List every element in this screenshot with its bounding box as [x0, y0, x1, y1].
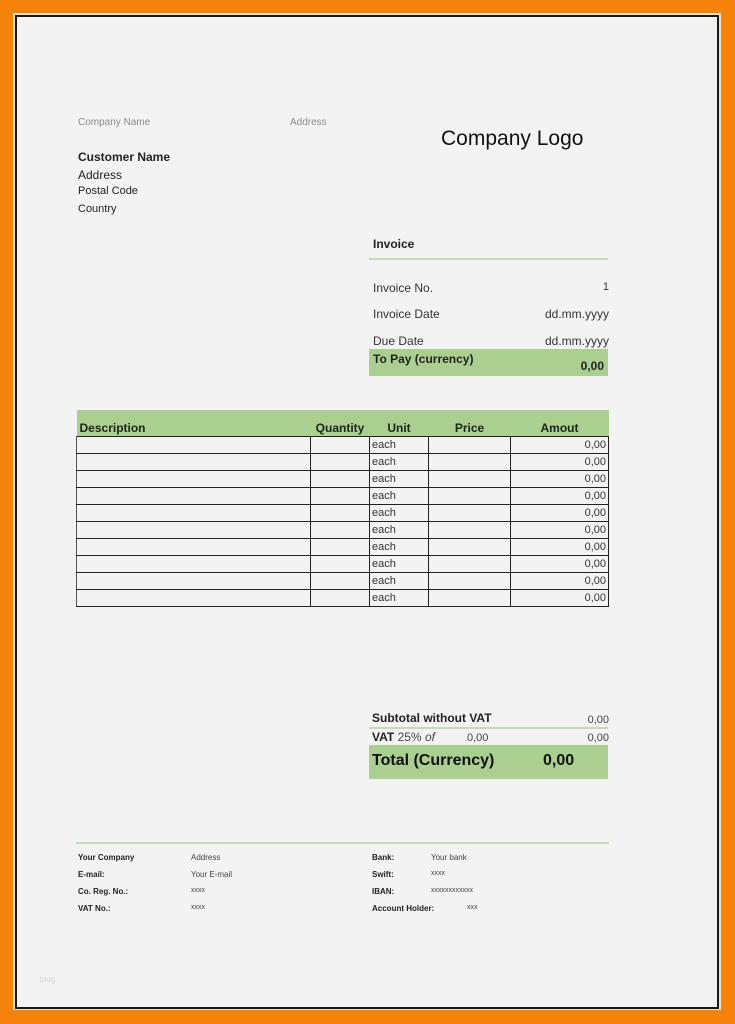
price-cell[interactable]: [429, 590, 511, 607]
vat-value: 0,00: [587, 732, 609, 744]
unit-cell[interactable]: each: [370, 556, 429, 573]
footer-email-value: Your E-mail: [191, 870, 233, 879]
footer-swift-value: xxxx: [431, 870, 445, 877]
invoice-page: [15, 15, 719, 1009]
footer-divider: [76, 842, 609, 844]
customer-name: Customer Name: [78, 150, 171, 164]
amount-cell: 0,00: [511, 454, 609, 471]
due-date-value: dd.mm.yyyy: [544, 334, 609, 348]
company-name: Company Name: [78, 117, 151, 128]
footer-swift-label: Swift:: [372, 870, 394, 879]
table-row: [77, 437, 609, 454]
col-price: Price: [429, 410, 511, 437]
amount-cell: 0,00: [511, 522, 609, 539]
table-row: [77, 522, 609, 539]
price-cell[interactable]: [429, 454, 511, 471]
description-cell[interactable]: [77, 471, 311, 488]
quantity-cell[interactable]: [311, 454, 370, 471]
quantity-cell[interactable]: [311, 522, 370, 539]
invoice-date-value: dd.mm.yyyy: [544, 307, 609, 321]
total-value: 0,00: [543, 752, 575, 769]
quantity-cell[interactable]: [311, 590, 370, 607]
unit-cell[interactable]: each: [370, 522, 429, 539]
col-amount: Amout: [511, 410, 609, 437]
quantity-cell[interactable]: [311, 556, 370, 573]
unit-cell[interactable]: each: [370, 454, 429, 471]
customer-country: Country: [78, 203, 117, 215]
subtotal-divider: [369, 727, 608, 729]
col-unit: Unit: [370, 410, 429, 437]
price-cell[interactable]: [429, 539, 511, 556]
price-cell[interactable]: [429, 522, 511, 539]
quantity-cell[interactable]: [311, 471, 370, 488]
footer-coreg-value: xxxx: [191, 887, 205, 894]
footer-account-holder-label: Account Holder:: [372, 904, 435, 913]
footer-iban-value: xxxxxxxxxxxx: [431, 887, 473, 894]
vat-line: [372, 730, 435, 744]
footer-email-label: E-mail:: [78, 870, 105, 879]
vat-base: 0,00: [467, 732, 489, 744]
invoice-title-divider: [369, 258, 608, 260]
price-cell[interactable]: [429, 573, 511, 590]
footer-account-holder-value: xxx: [467, 904, 478, 911]
footer-bank-label: Bank:: [372, 853, 395, 862]
vat-of: of: [424, 730, 435, 744]
company-address: Address: [290, 117, 327, 128]
description-cell[interactable]: [77, 573, 311, 590]
to-pay-label: To Pay (currency): [373, 352, 474, 366]
amount-cell: 0,00: [511, 505, 609, 522]
table-row: [77, 573, 609, 590]
amount-cell: 0,00: [511, 471, 609, 488]
price-cell[interactable]: [429, 471, 511, 488]
invoice-no-label: Invoice No.: [373, 281, 434, 295]
description-cell[interactable]: [77, 522, 311, 539]
table-row: [77, 590, 609, 607]
quantity-cell[interactable]: [311, 573, 370, 590]
subtotal-value: 0,00: [587, 714, 609, 726]
to-pay-value: 0,00: [580, 359, 604, 373]
price-cell[interactable]: [429, 437, 511, 454]
footer-company-label: Your Company: [78, 853, 135, 862]
amount-cell: 0,00: [511, 590, 609, 607]
customer-address: Address: [78, 168, 123, 182]
total-label: Total (Currency): [372, 752, 495, 769]
description-cell[interactable]: [77, 590, 311, 607]
items-table-header: [77, 410, 609, 437]
due-date-label: Due Date: [373, 334, 424, 348]
price-cell[interactable]: [429, 505, 511, 522]
footer-company-value: Address: [191, 853, 221, 862]
quantity-cell[interactable]: [311, 539, 370, 556]
quantity-cell[interactable]: [311, 505, 370, 522]
table-row: [77, 505, 609, 522]
price-cell[interactable]: [429, 556, 511, 573]
watermark: blog: [40, 975, 56, 984]
col-quantity: Quantity: [311, 410, 370, 437]
description-cell[interactable]: [77, 556, 311, 573]
quantity-cell[interactable]: [311, 437, 370, 454]
col-description: Description: [77, 410, 311, 437]
unit-cell[interactable]: each: [370, 488, 429, 505]
unit-cell[interactable]: each: [370, 539, 429, 556]
vat-rate: 25%: [397, 730, 422, 744]
description-cell[interactable]: [77, 539, 311, 556]
amount-cell: 0,00: [511, 556, 609, 573]
invoice-date-label: Invoice Date: [373, 307, 440, 321]
footer-vat-value: xxxx: [191, 904, 205, 911]
footer-coreg-label: Co. Reg. No.:: [78, 887, 129, 896]
table-row: [77, 488, 609, 505]
description-cell[interactable]: [77, 505, 311, 522]
amount-cell: 0,00: [511, 539, 609, 556]
unit-cell[interactable]: each: [370, 505, 429, 522]
unit-cell[interactable]: each: [370, 590, 429, 607]
items-table: [76, 410, 609, 607]
subtotal-label: Subtotal without VAT: [372, 711, 492, 725]
table-row: [77, 556, 609, 573]
footer-vat-label: VAT No.:: [78, 904, 111, 913]
total-box: [369, 745, 608, 779]
invoice-title: Invoice: [373, 237, 415, 251]
quantity-cell[interactable]: [311, 488, 370, 505]
amount-cell: 0,00: [511, 573, 609, 590]
description-cell[interactable]: [77, 488, 311, 505]
unit-cell[interactable]: each: [370, 471, 429, 488]
description-cell[interactable]: [77, 437, 311, 454]
price-cell[interactable]: [429, 488, 511, 505]
footer-iban-label: IBAN:: [372, 887, 395, 896]
table-row: [77, 454, 609, 471]
customer-postal-code: Postal Code: [78, 185, 138, 197]
amount-cell: 0,00: [511, 488, 609, 505]
description-cell[interactable]: [77, 454, 311, 471]
footer-bank-value: Your bank: [431, 853, 467, 862]
vat-label: VAT: [372, 730, 395, 744]
amount-cell: 0,00: [511, 437, 609, 454]
table-row: [77, 539, 609, 556]
unit-cell[interactable]: each: [370, 573, 429, 590]
to-pay-box: [369, 349, 608, 376]
company-logo-placeholder: Company Logo: [441, 127, 584, 150]
unit-cell[interactable]: each: [370, 437, 429, 454]
invoice-no-value: 1: [602, 281, 609, 293]
table-row: [77, 471, 609, 488]
